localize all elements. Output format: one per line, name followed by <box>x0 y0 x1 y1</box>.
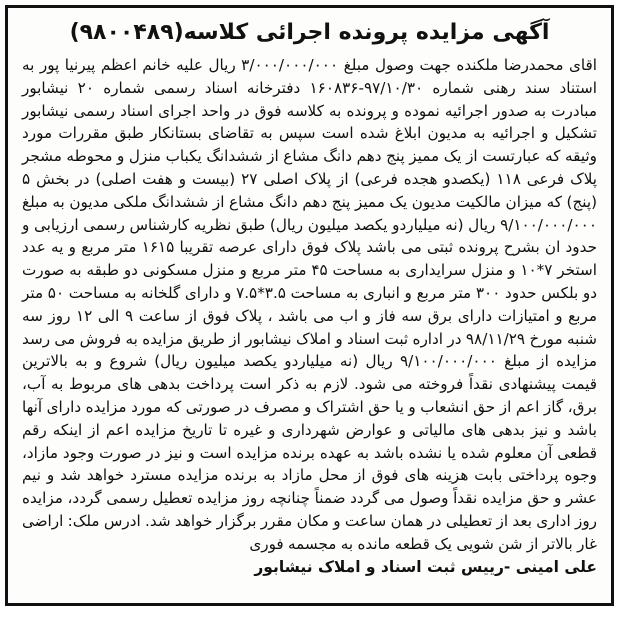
notice-body: اقای محمدرضا ملکنده جهت وصول مبلغ ۳/۰۰۰/۰۰۰/۰۰۰ ریال علیه خانم اعظم پیرنیا پور به استناد سند رهنی شماره ۹۷/۱۰/۳۰-۱۶۰۸۳۶ دفترخانه اسناد رسمی شماره ۲۰ نیشابور مبادرت به صدور اجرائیه نموده و پرونده به کلاسه فوق در واحد اجرای اسناد رسمی نیشابور تشکیل و اجرائیه به مدیون ابلاغ شده است سپس به تقاضای بستانکار طبق مقررات مورد وثیقه که عبارتست از یک ممیز پنج دهم دانگ مشاع از ششدانگ یکباب منزل و محوطه مشجر پلاک فرعی ۱۱۸ (یکصدو هجده فرعی) از پلاک اصلی ۲۷ (بیست و هفت اصلی) در بخش ۵ (پنج) که میزان مالکیت مدیون یک ممیز پنج دهم دانگ مشاع از ششدانگ ملکی مدیون به مبلغ ۹/۱۰۰/۰۰۰/۰۰۰ ریال (نه میلیاردو یکصد میلیون ریال) طبق نظریه کارشناس رسمی ارزیابی و حدود ان بشرح پرونده ثبتی می باشد پلاک فوق دارای عرصه تقریبا ۱۶۱۵ متر مربع و یه عدد استخر ۷*۱۰ و منزل سرایداری به مساحت ۴۵ متر مربع و منزل مسکونی دو طبقه به صورت دو بلکس حدود ۳۰۰ متر مربع و انباری به مساحت ۳.۵*۷.۵ و دارای گلخانه به مساحت ۵۰ متر مربع و امتیازات دارای برق سه فاز و اب می باشد ، پلاک فوق از ساعت ۹ الی ۱۲ روز سه شنبه مورخ ۹۸/۱۱/۲۹ در اداره ثبت اسناد و املاک نیشابور از طریق مزایده به فروش می رسد مزایده از مبلغ ۹/۱۰۰/۰۰۰/۰۰۰ ریال (نه میلیاردو یکصد میلیون ریال) شروع و به بالاترین قیمت پیشنهادی نقداً فروخته می شود. لازم به ذکر است پرداخت بدهی های مربوط به آب، برق، گاز اعم از حق انشعاب و یا حق اشتراک و مصرف در صورتی که مورد مزایده دارای آنها باشد و نیز بدهی های مالیاتی و عوارض شهرداری و غیره تا تاریخ مزایده اعم از اینکه رقم قطعی آن معلوم شده یا نشده باشد به عهده برنده مزایده است و نیز در صورت وجود مازاد، وجوه پرداختی بابت هزینه های فوق از محل مازاد به برنده مزایده مسترد خواهد شد و نیم عشر و حق مزایده نقداً وصول می گردد ضمناً چنانچه روز مزایده تعطیل رسمی گردد، مزایده روز اداری بعد از تعطیلی در همان ساعت و مکان مقرر برگزار خواهد شد. ادرس ملک: اراضی غار بالاتر از شن شویی یک قطعه مانده به مجسمه فوری <box>22 56 598 553</box>
notice-title: آگهی مزایده پرونده اجرائی کلاسه(۹۸۰۰۴۸۹) <box>69 20 550 45</box>
notice-signature: علی امینی -رییس ثبت اسناد و املاک نیشابور <box>254 557 597 576</box>
notice-frame <box>5 5 614 606</box>
